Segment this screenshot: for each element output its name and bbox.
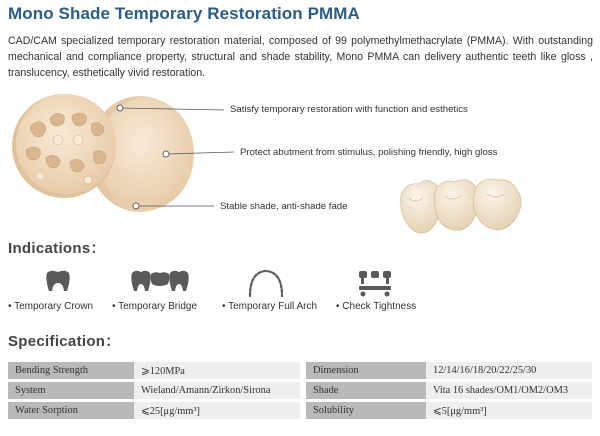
intro-paragraph: CAD/CAM specialized temporary restoration material, composed of 99 polymethylmethacrylate (PMMA). With outstanding mechanical and compliance property, structural and shade stability, Mono PMMA can delivery authentic teeth like gloss , translucency, esthetically vivid restoration. [8, 35, 593, 79]
spec-value: ⩽25[μg/mm³] [134, 402, 300, 419]
callout-stable-shade: Stable shade, anti-shade fade [220, 201, 348, 212]
spec-value: 12/14/16/18/20/22/25/30 [426, 362, 592, 379]
spec-label: System [8, 382, 134, 399]
spec-value: ⩽5[μg/mm³] [426, 402, 592, 419]
product-illustration [0, 88, 600, 238]
table-row [8, 362, 592, 379]
spec-label: Water Sorption [8, 402, 134, 419]
dental-bridge-image [395, 178, 535, 246]
spec-label: Dimension [306, 362, 426, 379]
indication-label: • Temporary Crown [8, 301, 94, 312]
spec-value: Wieland/Amann/Zirkon/Sirona [134, 382, 300, 399]
spec-label: Bending Strength [8, 362, 134, 379]
tightness-check-icon [356, 268, 396, 298]
crown-icon [44, 268, 72, 294]
indications-list [0, 268, 600, 318]
spec-value: Vita 16 shades/OM1/OM2/OM3 [426, 382, 592, 399]
spec-label: Shade [306, 382, 426, 399]
indication-label: • Temporary Full Arch [222, 301, 318, 312]
indication-label: • Temporary Bridge [112, 301, 198, 312]
callout-abutment-protection: Protect abutment from stimulus, polishing friendly, high gloss [240, 147, 498, 158]
indications-heading: Indications： [8, 240, 106, 257]
specification-heading: Specification： [8, 333, 121, 350]
callout-function-esthetics: Satisfy temporary restoration with function and esthetics [230, 104, 468, 115]
page-title: Mono Shade Temporary Restoration PMMA [8, 4, 360, 23]
indication-label: • Check Tightness [336, 301, 417, 312]
bridge-icon [130, 268, 190, 294]
specification-table [8, 359, 592, 422]
table-row [8, 382, 592, 399]
table-row [8, 402, 592, 419]
full-arch-icon [246, 268, 286, 298]
spec-label: Solubility [306, 402, 426, 419]
spec-value: ⩾120MPa [134, 362, 300, 379]
